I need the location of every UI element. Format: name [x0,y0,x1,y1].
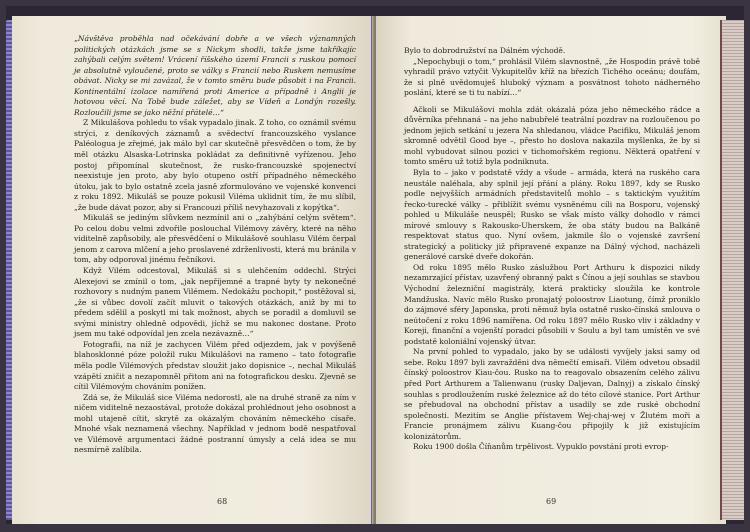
paragraph: Bylo to dobrodružství na Dálném východě. [404,46,566,55]
book-spread [6,6,744,524]
paragraph: Z Mikulášova pohledu to však vypadalo jinak. Z toho, co oznámil svému strýci, z deníkových záznamů a svědectví francouzského vyslance Paléologua je zřejmé, jak málo byl car skutečně přesvědčen o tom, že by měl otázku Alsaska-Lotrinska pokládat za definitivně vyřízenou. Jeho postoj připomínal skutečnost, že rusko-francouzské spojenectví neexistuje jen proto, aby bylo otupeno ostří případného německého útoku, jak to bylo ostatně zcela jasně zformulováno ve vojenské konvenci z roku 1892. Mikuláš se pouze pokusil Viléma uklidnit tím, že mu slíbil, „že bude dávat pozor, aby si Francouzi příliš nevyhazovali z kopýtka“. [74,118,356,212]
paragraph: Když Vilém odcestoval, Mikuláš si s ulehčením oddechl. Strýci Alexejovi se zmínil o tom, „jak nepříjemné a trapné byty ty nekonečné rozhovory s nudným panem Vilémem. Nedokážu pochopit,“ postěžoval si, „že si vůbec dovolí začít mluvit o takových otázkách, aniž by mi to předem sdělil a poskytl mi tak možnost, abych se poradil a domluvil se svými ministry ohledně odpovědi, jíchž se mu nakonec dostane. Proto jsem mu také odpovídal jen zcela nezávazně…“ [74,266,356,339]
paragraph: Na první pohled to vypadalo, jako by se události vyvíjely jaksi samy od sebe. Roku 1897 byli zavražděni dva němečtí emisaři. Vilém odvetou obsadil čínský poloostrov Kiau-čou. Rusko na to reagovalo obsazením celého zálivu před Port Arthurem a Talienwanu (rusky Daljevan, Dalnyj) a získalo čínský souhlas s prodloužením ruské železnice až do této cílové stanice. Port Arthur se přebudoval na obchodní přístav a usadily se zde ruské obchodní společnosti. Mezitím se Anglie přístavem Wej-chaj-wej v Žlutém moři a Francie pronájmem zálivu Kuang-čou připojily k již existujícím kolonizátorům. [404,347,700,441]
paragraph: Fotografii, na níž je zachycen Vilém před odjezdem, jak v povýšeně blahosklonné póze položil ruku Mikulášovi na rameno – tato fotografie měla podle Vilémových představ sloužit jako dopisnice –, nechal Mikuláš vzápětí zničit a nezapomněl přitom ani na fotografickou desku. Zjevně se cítil Vilémovým chováním ponížen. [74,339,356,392]
book-edge-right [720,20,744,520]
right-page [376,16,726,524]
left-page-text [74,34,356,456]
paragraph: Zdá se, že Mikuláš sice Viléma nedorostl, ale na druhé straně za ním v ničem viditelně nezaostával, protože dokázal prohlédnout jeho osobnost a mohl utajeně cítit, skrytě za okázalým chováním německého císaře. Mnohé však neznamená všechny. Například v jednom bodě nespatřoval ve Vilémově argumentaci žádné postranní úmysly a celá idea se mu nesmírně zalíbila. [74,392,356,455]
left-page [12,16,374,524]
paragraph: „Nepochybuji o tom,“ prohlásil Vilém slavnostně, „že Hospodin právě tobě vyhradil právo vztyčit Vykupitelův kříž na březích Tichého oceánu; doufám, že si plně uvědomuješ hluboký význam a posvátnost tohoto nádherného poslání, které se ti tu nabízí…“ [404,56,700,98]
page-number-right: 69 [546,497,557,506]
paragraph: Od roku 1895 mělo Rusko záslužbou Port Arthuru k dispozici nikdy nezamrzající přístav, uzavřený obranný pakt s Čínou a její souhlas se stavbou Východní železniční magistrály, která prakticky sloužila ke kontrole Mandžuska. Navíc mělo Rusko pronajatý poloostrov Liaotung, čímž proniklo do zájmové sféry Japonska, proti němuž byla ostatně rusko-čínská smlouva o neútočení z roku 1896 namířena. Od roku 1897 mělo Rusko vliv i základny v Koreji, finanční a vojenští poradci působili v Soulu a byl tam umístěn ve své podstatě koloniální vojenský útvar. [404,262,700,346]
paragraph: Mikuláš se jediným slůvkem nezmínil ani o „zahýbání celým světem“. Po celou dobu velmi zdvořile poslouchal Vilémovy závěry, které na něho viditelně zapůsobily, ale přesvědčení o Mikulášově souhlasu Vilém čerpal jenom z carova mlčení a jeho proslavené zdrženlivosti, která mu bránila v tom, aby odporoval jinému řečníkovi. [74,213,356,265]
paragraph: Roku 1900 došla Číňanům trpělivost. Vypuklo povstání proti evrop- [413,442,669,452]
paragraph: „Návštěva proběhla nad očekávání dobře a ve všech významných politických otázkách jsme se s Nickym shodli, takže jsme takříkajíc zahýbali celým světem! Vrácení říšského území Francii s ruskou pomocí je absolutně vyloučené, proto se války s Francií nebo Ruskem nemusíme obávat. Nicky se mi zavázal, že v tomto směru bude působit i na Francii. Kontinentální izolace namířená proti Americe a případně i Anglii je hotovou věcí. Na Tobě bude záležet, aby se Vídeň a Londýn rozešly. Rozloučili jsme se jako něžní přátelé…“ [74,34,356,117]
paragraph: Ačkoli se Mikulášovi mohla zdát okázalá póza jeho německého rádce a důvěrníka přehnaná – na jeho nabubřelé teatrální pozdrav na rozloučenou po jednom jejich setkání u jezera Na shledanou, vládce Pacifiku, Mikuláš jenom skromně odvětil Good bye –, přesto ho doslova nakazila myšlenka, že by si mohl vybudovat silnou pozici v tichomořském regionu. Některá opatření v tomto směru už totiž byla podniknuta. [404,104,700,167]
paragraph: Byla to – jako v podstatě vždy a všude – armáda, která na ruského cara neustále naléhala, aby splnil její přání a plány. Roku 1897, kdy se Rusko podle nejvyšších armádních představitelů mohlo – s taktickým využitím řecko-turecké války – přiblížit svému vysněnému cíli na Bosporu, vojenský pohled u Mikuláše neuspěl; Rusko se však místo války dohodlo v rámci mírové smlouvy s Rakousko-Uherskem, že oba státy budou na Balkáně respektovat status quo. Nyní ovšem, jakmile šlo o vojenské završení strategický a politicky již připravené expanze na Dálný východ, nacházeli generálové carské dveře dokořán. [404,168,700,262]
page-number-left: 68 [217,497,228,506]
right-page-text [404,46,700,453]
